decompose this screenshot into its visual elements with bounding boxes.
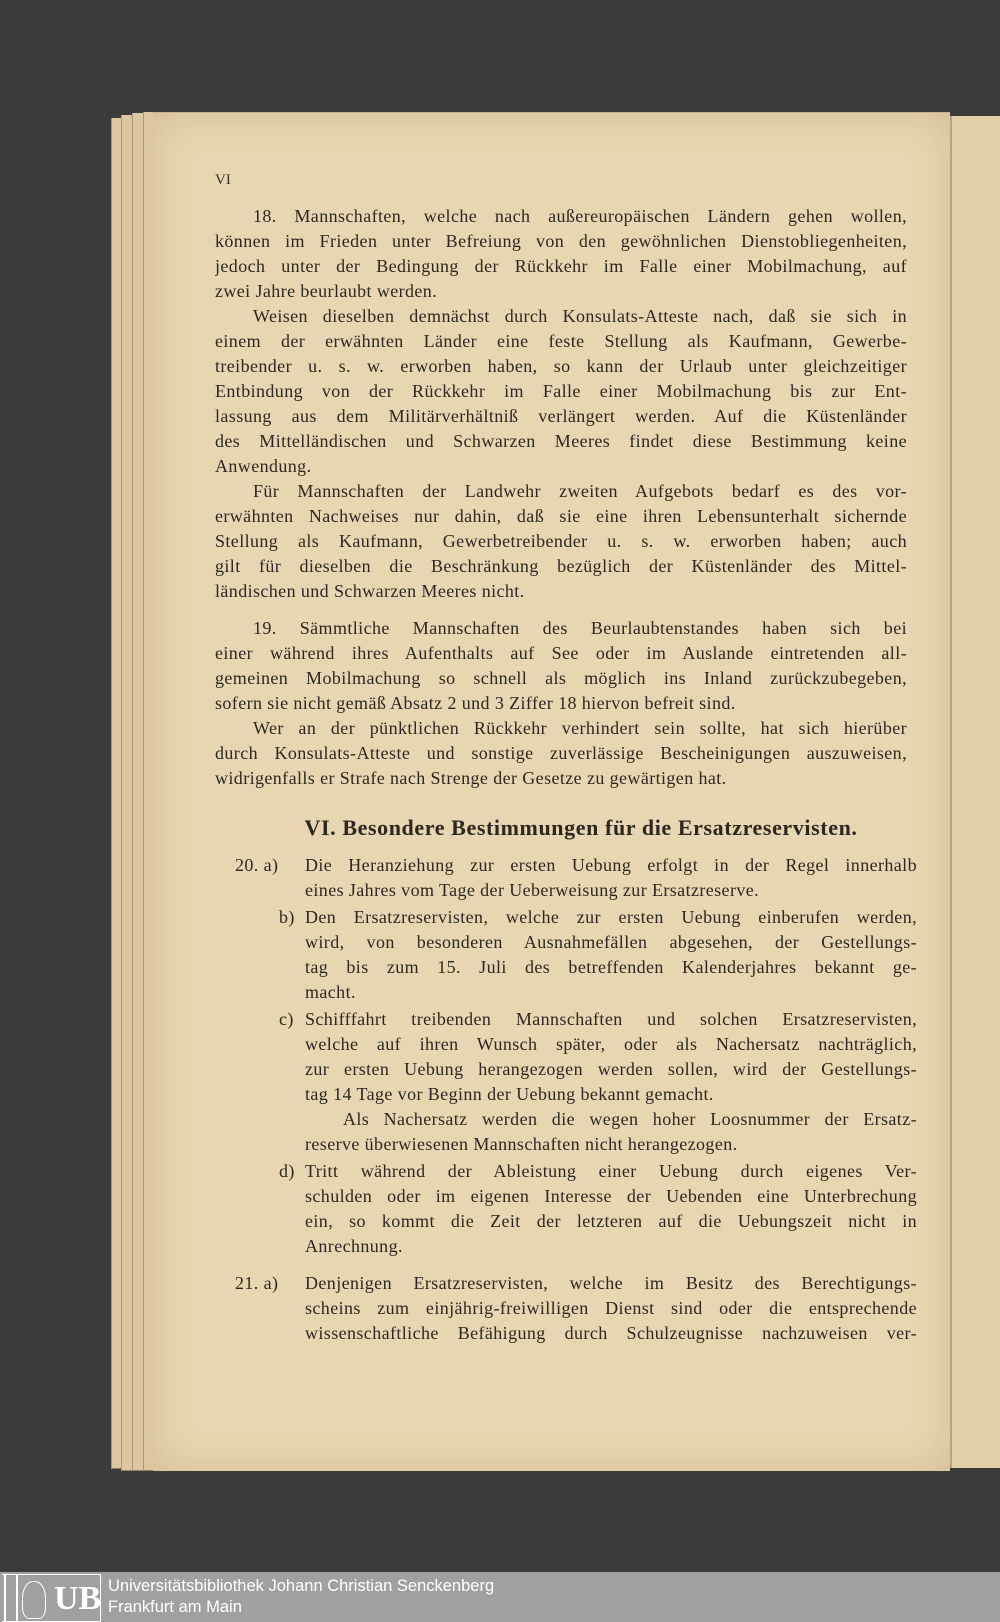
column-icon xyxy=(4,1575,18,1621)
ub-logo xyxy=(2,1574,101,1622)
page-number: VI xyxy=(215,172,231,188)
item-label: b) xyxy=(279,907,295,927)
item-label: 21. a) xyxy=(235,1273,279,1293)
text-line: Für Mannschaften der Landwehr zweiten Aufgebots bedarf es des vor- xyxy=(253,481,907,501)
library-footer xyxy=(0,1572,1000,1622)
list-item xyxy=(215,1159,917,1259)
list-item xyxy=(215,905,917,1005)
text-line: Als Nachersatz werden die wegen hoher Loosnummer der Ersatz- xyxy=(343,1109,917,1129)
text-line: Die Heranziehung zur ersten Uebung erfolgt in der Regel innerhalb xyxy=(305,855,917,875)
item-label: c) xyxy=(279,1009,294,1029)
text-line: Anwendung. xyxy=(215,456,312,476)
text-line: Entbindung von der Rückkehr im Falle einer Mobilmachung bis zur Ent- xyxy=(215,381,907,401)
text-line: tag 14 Tage vor Beginn der Uebung bekannt gemacht. xyxy=(305,1084,714,1104)
text-line: 18. Mannschaften, welche nach außereuropäischen Ländern gehen wollen, xyxy=(253,206,907,226)
text-line: erwähnten Nachweises nur dahin, daß sie eine ihren Lebensunterhalt sichernde xyxy=(215,506,907,526)
section-heading: VI. Besondere Bestimmungen für die Ersatzreservisten. xyxy=(304,815,858,840)
text-line: reserve überwiesenen Mannschaften nicht herangezogen. xyxy=(305,1134,738,1154)
item-list xyxy=(215,853,917,1346)
portrait-icon xyxy=(22,1581,46,1619)
text-line: schulden oder im eigenen Interesse der Uebenden eine Unterbrechung xyxy=(305,1186,917,1206)
text-line: zwei Jahre beurlaubt werden. xyxy=(215,281,438,301)
text-line: durch Konsulats-Atteste und sonstige zuverlässige Bescheinigungen auszuweisen, xyxy=(215,743,907,763)
list-item xyxy=(215,1271,917,1346)
text-line: können im Frieden unter Befreiung von den gewöhnlichen Dienstobliegenheiten, xyxy=(215,231,907,251)
section-18 xyxy=(215,204,907,604)
page-text xyxy=(215,204,917,1346)
text-line: sofern sie nicht gemäß Absatz 2 und 3 Ziffer 18 hiervon befreit sind. xyxy=(215,693,736,713)
list-item xyxy=(215,853,917,903)
text-line: einer während ihres Aufenthalts auf See oder im Auslande eintretenden all- xyxy=(215,643,907,663)
section-19 xyxy=(215,616,907,791)
text-line: gilt für dieselben die Beschränkung bezüglich der Küstenländer des Mittel- xyxy=(215,556,907,576)
text-line: einem der erwähnten Länder eine feste Stellung als Kaufmann, Gewerbe- xyxy=(215,331,907,351)
item-label: d) xyxy=(279,1161,295,1181)
text-line: ländischen und Schwarzen Meeres nicht. xyxy=(215,581,525,601)
text-line: Stellung als Kaufmann, Gewerbetreibender u. s. w. erworben haben; auch xyxy=(215,531,907,551)
text-line: 19. Sämmtliche Mannschaften des Beurlaubtenstandes haben sich bei xyxy=(253,618,907,638)
text-line: Anrechnung. xyxy=(305,1236,403,1256)
library-name: Universitätsbibliothek Johann Christian Senckenberg xyxy=(108,1577,495,1595)
text-line: tag bis zum 15. Juli des betreffenden Kalenderjahres bekannt ge- xyxy=(305,957,917,977)
text-line: macht. xyxy=(305,982,356,1002)
text-line: scheins zum einjährig-freiwilligen Dienst sind oder die entsprechende xyxy=(305,1298,917,1318)
logo-text: UB xyxy=(54,1580,102,1617)
text-line: Denjenigen Ersatzreservisten, welche im Besitz des Berechtigungs- xyxy=(305,1273,917,1293)
item-label: 20. a) xyxy=(235,855,279,875)
text-line: des Mittelländischen und Schwarzen Meeres findet diese Bestimmung keine xyxy=(215,431,907,451)
text-line: Den Ersatzreservisten, welche zur ersten Uebung einberufen werden, xyxy=(305,907,917,927)
text-line: widrigenfalls er Strafe nach Strenge der Gesetze zu gewärtigen hat. xyxy=(215,768,727,788)
text-line: zur ersten Uebung herangezogen werden sollen, wird der Gestellungs- xyxy=(305,1059,917,1079)
text-line: Schifffahrt treibenden Mannschaften und solchen Ersatzreservisten, xyxy=(305,1009,917,1029)
library-city: Frankfurt am Main xyxy=(108,1598,242,1616)
text-line: ein, so kommt die Zeit der letzteren auf die Uebungszeit nicht in xyxy=(305,1211,917,1231)
text-line: lassung aus dem Militärverhältniß verlängert werden. Auf die Küstenländer xyxy=(215,406,907,426)
list-item xyxy=(215,1007,917,1157)
text-line: welche auf ihren Wunsch später, oder als Nachersatz nachträglich, xyxy=(305,1034,917,1054)
text-line: treibender u. s. w. erworben haben, so kann der Urlaub unter gleichzeitiger xyxy=(215,356,907,376)
text-line: Wer an der pünktlichen Rückkehr verhindert sein sollte, hat sich hierüber xyxy=(253,718,907,738)
facing-page-edge xyxy=(950,116,1000,1468)
text-line: Tritt während der Ableistung einer Uebung durch eigenes Ver- xyxy=(305,1161,917,1181)
text-line: eines Jahres vom Tage der Ueberweisung zur Ersatzreserve. xyxy=(305,880,760,900)
text-line: Weisen dieselben demnächst durch Konsulats-Atteste nach, daß sie sich in xyxy=(253,306,907,326)
text-line: jedoch unter der Bedingung der Rückkehr im Falle einer Mobilmachung, auf xyxy=(215,256,907,276)
text-line: wird, von besonderen Ausnahmefällen abgesehen, der Gestellungs- xyxy=(305,932,917,952)
text-line: gemeinen Mobilmachung so schnell als möglich ins Inland zurückzubegeben, xyxy=(215,668,907,688)
text-line: wissenschaftliche Befähigung durch Schulzeugnisse nachzuweisen ver- xyxy=(305,1323,917,1343)
